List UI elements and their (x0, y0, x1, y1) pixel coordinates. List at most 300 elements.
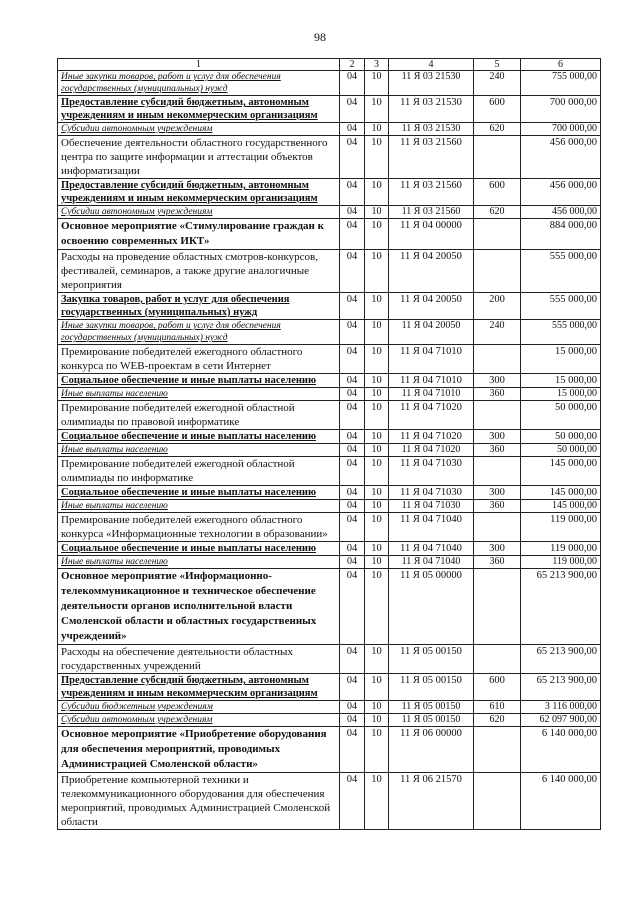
row-section-code (340, 727, 365, 773)
row-description (58, 457, 340, 486)
row-subsection-code (365, 401, 389, 430)
row-description-text: Субсидии автономным учреждениям (61, 715, 213, 725)
row-target-code (389, 179, 474, 206)
row-expense-type (474, 714, 521, 727)
column-header: 4 (389, 59, 474, 71)
row-target-code (389, 293, 474, 320)
row-amount (521, 727, 601, 773)
row-subsection-code-text: 10 (371, 543, 382, 554)
table-row (58, 250, 601, 293)
row-subsection-code-text: 10 (371, 294, 382, 305)
table-row (58, 320, 601, 345)
column-header: 6 (521, 59, 601, 71)
row-amount-text: 15 000,00 (557, 388, 597, 399)
row-expense-type (474, 374, 521, 388)
row-section-code-text: 04 (347, 320, 357, 331)
row-section-code (340, 250, 365, 293)
row-description (58, 179, 340, 206)
row-section-code (340, 401, 365, 430)
row-description (58, 701, 340, 714)
row-subsection-code-text: 10 (371, 220, 382, 231)
row-expense-type (474, 727, 521, 773)
row-description-text: Социальное обеспечение и иные выплаты населению (61, 431, 316, 442)
row-amount-text: 62 097 900,00 (539, 714, 597, 725)
row-target-code-text: 11 Я 04 71010 (401, 388, 461, 399)
row-section-code (340, 96, 365, 123)
row-subsection-code (365, 714, 389, 727)
row-section-code-text: 04 (347, 71, 357, 82)
row-description-text: Предоставление субсидий бюджетным, автономным учреждениям и иным некоммерческим организациям (61, 675, 318, 699)
table-row (58, 136, 601, 179)
table-row (58, 374, 601, 388)
row-subsection-code (365, 727, 389, 773)
row-amount-text: 700 000,00 (552, 123, 597, 134)
row-amount-text: 119 000,00 (550, 543, 597, 554)
row-subsection-code-text: 10 (371, 180, 382, 191)
row-section-code-text: 04 (347, 123, 357, 134)
row-amount (521, 250, 601, 293)
row-description (58, 542, 340, 556)
row-target-code-text: 11 Я 06 00000 (400, 728, 462, 739)
row-target-code-text: 11 Я 05 00000 (400, 570, 462, 581)
row-target-code (389, 727, 474, 773)
row-expense-type-text: 600 (489, 97, 505, 108)
row-expense-type (474, 556, 521, 569)
row-target-code (389, 773, 474, 830)
row-section-code-text: 04 (346, 346, 358, 357)
row-subsection-code (365, 701, 389, 714)
row-target-code-text: 11 Я 03 21560 (400, 180, 462, 191)
row-expense-type (474, 96, 521, 123)
row-expense-type (474, 206, 521, 219)
row-amount (521, 136, 601, 179)
row-amount (521, 388, 601, 401)
row-target-code (389, 136, 474, 179)
row-target-code-text: 11 Я 04 71010 (400, 375, 462, 386)
row-amount (521, 206, 601, 219)
table-row (58, 430, 601, 444)
row-expense-type-text: 240 (489, 320, 505, 331)
row-amount (521, 179, 601, 206)
row-expense-type (474, 457, 521, 486)
row-description-text: Премирование победителей ежегодной областной олимпиады по информатике (61, 458, 295, 484)
row-target-code-text: 11 Я 04 20050 (401, 320, 461, 331)
row-expense-type (474, 293, 521, 320)
row-target-code (389, 444, 474, 457)
table-row (58, 293, 601, 320)
row-description-text: Субсидии автономным учреждениям (61, 207, 213, 217)
row-subsection-code-text: 10 (371, 123, 382, 134)
row-subsection-code (365, 320, 389, 345)
row-expense-type-text: 240 (489, 71, 505, 82)
row-target-code (389, 569, 474, 645)
table-row (58, 701, 601, 714)
row-section-code (340, 569, 365, 645)
row-section-code-text: 04 (346, 431, 358, 442)
row-expense-type (474, 513, 521, 542)
row-section-code-text: 04 (347, 500, 357, 511)
row-target-code (389, 430, 474, 444)
row-subsection-code-text: 10 (371, 500, 382, 511)
row-subsection-code-text: 10 (371, 728, 382, 739)
row-description-text: Предоставление субсидий бюджетным, автономным учреждениям и иным некоммерческим организациям (61, 180, 318, 204)
row-expense-type (474, 179, 521, 206)
row-amount (521, 569, 601, 645)
row-amount (521, 542, 601, 556)
row-description (58, 374, 340, 388)
row-amount-text: 555 000,00 (549, 251, 597, 262)
row-amount-text: 456 000,00 (549, 180, 597, 191)
row-amount (521, 674, 601, 701)
row-expense-type-text: 300 (489, 487, 505, 498)
row-subsection-code-text: 10 (371, 97, 382, 108)
row-target-code (389, 388, 474, 401)
row-section-code-text: 04 (347, 701, 357, 712)
row-description-text: Предоставление субсидий бюджетным, автономным учреждениям и иным некоммерческим организациям (61, 97, 318, 121)
row-subsection-code (365, 96, 389, 123)
row-section-code (340, 430, 365, 444)
row-target-code-text: 11 Я 04 71020 (400, 431, 462, 442)
row-amount (521, 457, 601, 486)
row-description (58, 320, 340, 345)
row-expense-type (474, 320, 521, 345)
row-subsection-code-text: 10 (371, 458, 382, 469)
table-row (58, 645, 601, 674)
row-target-code (389, 123, 474, 136)
row-subsection-code-text: 10 (371, 714, 382, 725)
row-subsection-code (365, 136, 389, 179)
row-description-text: Иные закупки товаров, работ и услуг для обеспечения государственных (муниципальных) нужд (61, 321, 281, 343)
row-subsection-code-text: 10 (371, 675, 382, 686)
row-amount-text: 65 213 900,00 (536, 646, 597, 657)
row-description-text: Социальное обеспечение и иные выплаты населению (61, 375, 316, 386)
row-subsection-code-text: 10 (371, 487, 382, 498)
row-description (58, 486, 340, 500)
row-target-code (389, 345, 474, 374)
row-description (58, 206, 340, 219)
table-row (58, 345, 601, 374)
row-amount-text: 119 000,00 (552, 556, 597, 567)
row-description (58, 645, 340, 674)
row-section-code-text: 04 (347, 206, 357, 217)
row-amount-text: 65 213 900,00 (536, 675, 597, 686)
row-section-code-text: 04 (346, 402, 358, 413)
table-row (58, 444, 601, 457)
row-amount-text: 15 000,00 (555, 375, 597, 386)
row-subsection-code (365, 219, 389, 250)
row-expense-type-text: 300 (489, 431, 505, 442)
row-section-code-text: 04 (346, 375, 358, 386)
row-expense-type (474, 345, 521, 374)
row-target-code-text: 11 Я 04 71030 (400, 487, 462, 498)
row-amount (521, 320, 601, 345)
row-description (58, 513, 340, 542)
row-expense-type-text: 600 (489, 675, 505, 686)
row-section-code (340, 773, 365, 830)
row-amount-text: 6 140 000,00 (541, 728, 597, 739)
row-amount-text: 15 000,00 (555, 346, 597, 357)
row-amount-text: 65 213 900,00 (536, 570, 597, 581)
row-target-code (389, 674, 474, 701)
row-amount (521, 556, 601, 569)
row-target-code-text: 11 Я 04 71040 (401, 556, 461, 567)
row-target-code-text: 11 Я 05 00150 (401, 701, 461, 712)
row-target-code (389, 401, 474, 430)
row-amount-text: 145 000,00 (552, 500, 597, 511)
row-description (58, 500, 340, 513)
row-subsection-code-text: 10 (371, 320, 382, 331)
row-expense-type (474, 401, 521, 430)
row-section-code-text: 04 (346, 728, 358, 739)
row-subsection-code (365, 206, 389, 219)
table-row (58, 500, 601, 513)
row-subsection-code-text: 10 (371, 444, 382, 455)
row-expense-type-text: 620 (489, 206, 505, 217)
row-section-code (340, 701, 365, 714)
row-subsection-code (365, 674, 389, 701)
row-expense-type (474, 71, 521, 96)
table-row (58, 219, 601, 250)
row-section-code-text: 04 (346, 294, 358, 305)
row-subsection-code-text: 10 (371, 701, 382, 712)
row-description (58, 430, 340, 444)
row-expense-type-text: 620 (489, 123, 505, 134)
row-target-code-text: 11 Я 05 00150 (400, 646, 462, 657)
row-amount-text: 755 000,00 (552, 71, 597, 82)
row-expense-type (474, 136, 521, 179)
row-expense-type (474, 569, 521, 645)
row-section-code (340, 179, 365, 206)
row-target-code-text: 11 Я 05 00150 (400, 675, 462, 686)
row-subsection-code (365, 388, 389, 401)
row-target-code-text: 11 Я 06 21570 (400, 774, 462, 785)
row-target-code-text: 11 Я 04 20050 (400, 251, 462, 262)
row-expense-type (474, 250, 521, 293)
row-section-code-text: 04 (346, 487, 358, 498)
row-description-text: Премирование победителей ежегодного областного конкурса «Информационные технологии в образовании» (61, 514, 328, 540)
row-section-code-text: 04 (347, 444, 357, 455)
row-amount (521, 374, 601, 388)
row-description (58, 136, 340, 179)
row-subsection-code (365, 179, 389, 206)
row-section-code-text: 04 (347, 714, 357, 725)
table-row (58, 179, 601, 206)
row-target-code (389, 96, 474, 123)
row-subsection-code-text: 10 (371, 251, 382, 262)
row-section-code-text: 04 (347, 556, 357, 567)
table-row (58, 457, 601, 486)
row-amount-text: 119 000,00 (550, 514, 597, 525)
row-section-code-text: 04 (346, 251, 358, 262)
row-subsection-code (365, 500, 389, 513)
row-target-code (389, 457, 474, 486)
row-section-code (340, 123, 365, 136)
row-section-code (340, 500, 365, 513)
row-amount (521, 513, 601, 542)
row-subsection-code (365, 486, 389, 500)
row-amount (521, 96, 601, 123)
row-subsection-code (365, 123, 389, 136)
row-description-text: Обеспечение деятельности областного государственного центра по защите информации и аттестации объектов информатизации (61, 137, 328, 177)
row-target-code (389, 542, 474, 556)
row-target-code (389, 219, 474, 250)
row-target-code-text: 11 Я 04 71030 (401, 500, 461, 511)
row-expense-type-text: 200 (489, 294, 505, 305)
row-target-code (389, 500, 474, 513)
row-description (58, 727, 340, 773)
row-amount-text: 555 000,00 (552, 320, 597, 331)
row-subsection-code-text: 10 (371, 71, 382, 82)
row-amount-text: 456 000,00 (552, 206, 597, 217)
row-expense-type (474, 388, 521, 401)
row-target-code-text: 11 Я 05 00150 (401, 714, 461, 725)
table-row (58, 556, 601, 569)
row-description-text: Иные выплаты населению (61, 501, 168, 511)
row-amount (521, 345, 601, 374)
row-expense-type-text: 300 (489, 543, 505, 554)
row-description-text: Премирование победителей ежегодной областной олимпиады по правовой информатике (61, 402, 295, 428)
row-section-code-text: 04 (346, 137, 358, 148)
row-target-code-text: 11 Я 03 21560 (401, 206, 461, 217)
table-row (58, 674, 601, 701)
row-section-code (340, 556, 365, 569)
row-description-text: Субсидии автономным учреждениям (61, 124, 213, 134)
row-subsection-code-text: 10 (371, 388, 382, 399)
row-amount-text: 6 140 000,00 (541, 774, 597, 785)
table-header-row (58, 59, 601, 71)
row-amount-text: 50 000,00 (555, 402, 597, 413)
row-subsection-code-text: 10 (371, 570, 382, 581)
row-section-code (340, 714, 365, 727)
row-subsection-code-text: 10 (371, 431, 382, 442)
table-row (58, 773, 601, 830)
row-subsection-code-text: 10 (371, 137, 382, 148)
row-expense-type-text: 360 (489, 500, 505, 511)
row-description (58, 293, 340, 320)
row-description-text: Приобретение компьютерной техники и телекоммуникационного оборудования для обеспечения мероприятий, проводимых Администрацией Смоленской области (61, 774, 331, 828)
row-subsection-code (365, 293, 389, 320)
row-subsection-code (365, 569, 389, 645)
table-row (58, 123, 601, 136)
row-subsection-code (365, 374, 389, 388)
row-target-code-text: 11 Я 04 71040 (400, 514, 462, 525)
row-target-code-text: 11 Я 04 00000 (400, 220, 462, 231)
row-section-code-text: 04 (346, 646, 358, 657)
row-amount-text: 456 000,00 (549, 137, 597, 148)
row-section-code (340, 136, 365, 179)
row-subsection-code (365, 645, 389, 674)
row-subsection-code-text: 10 (371, 206, 382, 217)
row-expense-type-text: 600 (489, 180, 505, 191)
row-expense-type (474, 430, 521, 444)
row-expense-type (474, 701, 521, 714)
row-amount (521, 71, 601, 96)
row-target-code-text: 11 Я 04 20050 (400, 294, 462, 305)
page-number: 98 (314, 30, 326, 44)
row-amount-text: 50 000,00 (555, 431, 597, 442)
row-description-text: Основное мероприятие «Приобретение оборудования для обеспечения мероприятий, проводимых Администрацией Смоленской области» (61, 728, 327, 770)
row-target-code-text: 11 Я 04 71010 (400, 346, 462, 357)
row-expense-type (474, 645, 521, 674)
row-amount (521, 123, 601, 136)
row-subsection-code (365, 542, 389, 556)
row-target-code-text: 11 Я 03 21530 (401, 71, 461, 82)
row-description-text: Закупка товаров, работ и услуг для обеспечения государственных (муниципальных) нужд (61, 294, 290, 318)
row-target-code (389, 320, 474, 345)
row-section-code (340, 457, 365, 486)
table-row (58, 71, 601, 96)
row-subsection-code (365, 444, 389, 457)
row-amount-text: 700 000,00 (549, 97, 597, 108)
row-target-code-text: 11 Я 04 71040 (400, 543, 462, 554)
row-amount-text: 145 000,00 (549, 487, 597, 498)
row-amount-text: 3 116 000,00 (544, 701, 597, 712)
row-description (58, 123, 340, 136)
row-description (58, 569, 340, 645)
table-row (58, 401, 601, 430)
row-description-text: Расходы на обеспечение деятельности областных государственных учреждений (61, 646, 293, 672)
row-target-code (389, 374, 474, 388)
row-subsection-code-text: 10 (371, 646, 382, 657)
row-subsection-code-text: 10 (371, 774, 382, 785)
column-header: 2 (340, 59, 365, 71)
row-target-code (389, 645, 474, 674)
row-section-code (340, 219, 365, 250)
row-subsection-code (365, 556, 389, 569)
table-row (58, 486, 601, 500)
row-target-code (389, 206, 474, 219)
row-description-text: Премирование победителей ежегодного областного конкурса по WEB-проектам в сети Интернет (61, 346, 303, 372)
row-expense-type-text: 610 (489, 701, 505, 712)
table-row (58, 714, 601, 727)
row-expense-type (474, 486, 521, 500)
row-amount (521, 714, 601, 727)
row-expense-type (474, 773, 521, 830)
row-section-code (340, 542, 365, 556)
row-description (58, 714, 340, 727)
row-section-code (340, 513, 365, 542)
row-expense-type-text: 620 (489, 714, 505, 725)
row-target-code-text: 11 Я 03 21530 (401, 123, 461, 134)
row-amount (521, 219, 601, 250)
row-section-code-text: 04 (346, 675, 358, 686)
row-amount-text: 50 000,00 (557, 444, 597, 455)
row-subsection-code (365, 250, 389, 293)
column-header: 5 (474, 59, 521, 71)
row-subsection-code-text: 10 (371, 556, 382, 567)
row-expense-type (474, 542, 521, 556)
row-expense-type-text: 360 (489, 388, 505, 399)
row-subsection-code (365, 430, 389, 444)
row-section-code (340, 388, 365, 401)
row-subsection-code-text: 10 (371, 346, 382, 357)
row-section-code-text: 04 (346, 514, 358, 525)
row-description (58, 71, 340, 96)
table-row (58, 388, 601, 401)
row-amount (521, 444, 601, 457)
row-description (58, 345, 340, 374)
row-target-code-text: 11 Я 04 71030 (400, 458, 462, 469)
row-description-text: Социальное обеспечение и иные выплаты населению (61, 543, 316, 554)
row-section-code (340, 444, 365, 457)
row-expense-type-text: 300 (489, 375, 505, 386)
row-amount (521, 430, 601, 444)
row-section-code-text: 04 (347, 388, 357, 399)
row-expense-type-text: 360 (489, 556, 505, 567)
row-description (58, 250, 340, 293)
row-description-text: Иные выплаты населению (61, 557, 168, 567)
row-subsection-code (365, 773, 389, 830)
